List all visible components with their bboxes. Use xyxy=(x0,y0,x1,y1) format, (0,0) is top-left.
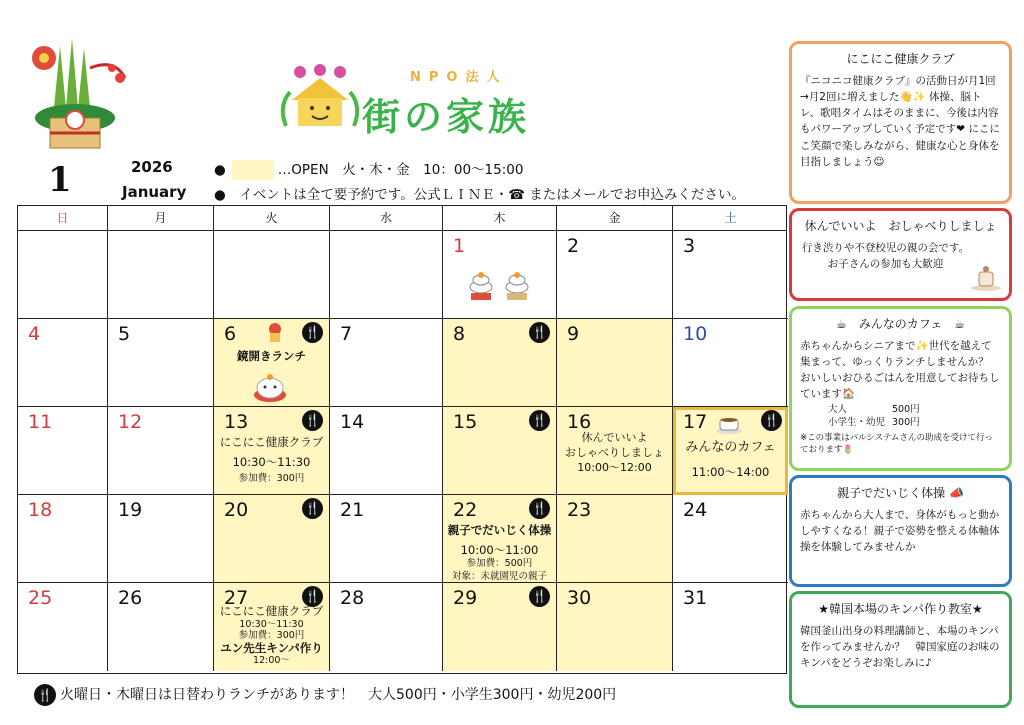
weekday-thu: 木 xyxy=(443,206,557,230)
event-title: にこにこ健康クラブ xyxy=(219,604,324,618)
day-number: 16 xyxy=(567,411,592,433)
day-number: 22 xyxy=(453,499,478,521)
mochi-character-icon xyxy=(250,371,290,403)
org-title: 街の家族 xyxy=(362,94,531,139)
day-cell-empty xyxy=(108,231,214,319)
event-time: 10:00～11:00 xyxy=(460,542,539,557)
day-number: 20 xyxy=(224,499,249,521)
day-number: 13 xyxy=(224,411,249,433)
day-cell-9 xyxy=(557,319,673,407)
day-number: 1 xyxy=(453,235,466,257)
month-number: 1 xyxy=(48,160,72,200)
day-cell-8 xyxy=(443,319,557,407)
event-time: 10:30～11:30 xyxy=(239,618,304,630)
megaphone-icon: 📣 xyxy=(948,486,964,500)
day-cell-2 xyxy=(557,231,673,319)
fork-knife-icon: 🍴 xyxy=(302,410,323,431)
day-cell-28 xyxy=(330,583,443,671)
box-title: 休んでいいよ おしゃべりしましょ xyxy=(804,219,997,233)
event-booking-info: ● イベントは全て要予約です。公式ＬＩＮＥ・☎ またはメールでお申込みください。 xyxy=(214,187,746,203)
open-day-swatch xyxy=(232,160,274,180)
box-title: にこにこ健康クラブ xyxy=(846,52,955,66)
day-cell-3 xyxy=(673,231,788,319)
day-number: 5 xyxy=(118,323,131,345)
fork-knife-icon: 🍴 xyxy=(529,322,550,343)
day-cell-29 xyxy=(443,583,557,671)
box-title: 親子でだいじく体操 xyxy=(837,486,946,500)
day-cell-19 xyxy=(108,495,214,583)
box-text: 赤ちゃんから大人まで、身体がもっと動かしやすくなる！親子で姿勢を整える体軸体操を体験してみませんか xyxy=(800,508,1000,554)
day-cell-31 xyxy=(673,583,788,671)
event-time: 10:30～11:30 xyxy=(232,454,311,469)
day-cell-15 xyxy=(443,407,557,495)
weekday-mon: 月 xyxy=(108,206,214,230)
fork-knife-icon: 🍴 xyxy=(529,410,550,431)
coffee-cup-icon: ☕ xyxy=(836,317,847,331)
day-number: 27 xyxy=(224,587,249,609)
day-number: 2 xyxy=(567,235,580,257)
day-cell-empty xyxy=(18,231,108,319)
event-title: にこにこ健康クラブ xyxy=(219,435,324,449)
event-time: 11:00～14:00 xyxy=(691,464,770,479)
footer-lunch-info xyxy=(34,684,616,706)
day-number: 4 xyxy=(28,323,41,345)
weekday-sun: 日 xyxy=(18,206,108,230)
day-cell-27 xyxy=(214,583,330,671)
weekday-sat: 土 xyxy=(724,211,737,225)
open-hours-text: …OPEN 火・木・金 10：00～15:00 xyxy=(277,162,524,178)
box-text: 赤ちゃんからシニアまで✨世代を越えて集まって、ゆっくりランチしませんか？ おいしいおひるごはんを用意してお待ちしています🏠 xyxy=(800,339,1000,401)
day-number: 19 xyxy=(118,499,143,521)
day-cell-21 xyxy=(330,495,443,583)
event-title: 親子でだいじく体操 xyxy=(447,523,552,537)
fork-knife-icon: 🍴 xyxy=(302,498,323,519)
event-title-2: ユン先生キンパ作り xyxy=(220,640,323,655)
info-box-parents-talk xyxy=(789,208,1012,301)
box-text: 行き渋りや不登校児の親の会です。お子さんの参加も大歓迎 xyxy=(801,241,970,270)
calendar-grid xyxy=(17,205,787,674)
fork-knife-icon: 🍴 xyxy=(302,322,323,343)
fork-knife-icon: 🍴 xyxy=(529,498,550,519)
weekday-fri: 金 xyxy=(557,206,673,230)
day-cell-5 xyxy=(108,319,214,407)
calendar-body xyxy=(18,231,786,671)
bouquet-icon xyxy=(264,321,286,343)
price-label: 小学生・幼児 xyxy=(828,416,886,428)
event-booking-text: イベントは全て要予約です。公式ＬＩＮＥ・☎ またはメールでお申込みください。 xyxy=(239,187,746,203)
footer-text: 火曜日・木曜日は日替わりランチがあります！ 大人500円・小学生300円・幼児200円 xyxy=(60,687,617,703)
day-cell-25 xyxy=(18,583,108,671)
day-number: 29 xyxy=(453,587,478,609)
day-number: 15 xyxy=(453,411,478,433)
weekday-header xyxy=(18,206,786,231)
day-number: 12 xyxy=(118,411,143,433)
info-box-cafe xyxy=(789,306,1012,471)
event-fee: 参加費：500円 xyxy=(466,558,533,570)
day-cell-4 xyxy=(18,319,108,407)
day-number: 26 xyxy=(118,587,143,609)
org-subtitle: NPO法人 xyxy=(410,70,508,85)
day-cell-7 xyxy=(330,319,443,407)
info-box-health-club xyxy=(789,41,1012,204)
weekday-wed: 水 xyxy=(330,206,443,230)
day-cell-18 xyxy=(18,495,108,583)
day-cell-12 xyxy=(108,407,214,495)
fork-knife-icon: 🍴 xyxy=(302,586,323,607)
box-title: ★韓国本場のキンパ作り教室★ xyxy=(818,602,983,616)
day-number: 24 xyxy=(683,499,708,521)
day-cell-23 xyxy=(557,495,673,583)
box-title: みんなのカフェ xyxy=(858,317,943,331)
event-time-2: 12:00～ xyxy=(253,655,290,667)
day-number: 10 xyxy=(683,323,708,345)
box-note: ※この事業はパルシステムさんの助成を受けて行っております🌷 xyxy=(800,433,994,456)
event-title: 鏡開きランチ xyxy=(237,349,306,363)
day-number: 14 xyxy=(340,411,365,433)
price-label: 大人 xyxy=(828,403,848,415)
day-number: 17 xyxy=(683,411,708,433)
day-cell-10 xyxy=(673,319,788,407)
day-number: 28 xyxy=(340,587,365,609)
day-number: 6 xyxy=(224,323,237,345)
day-cell-22 xyxy=(443,495,557,583)
coffee-cup-icon: ☕ xyxy=(954,317,965,331)
kadomatsu-illustration xyxy=(20,38,130,156)
day-cell-17 xyxy=(673,407,788,495)
day-number: 31 xyxy=(683,587,708,609)
day-cell-1 xyxy=(443,231,557,319)
day-number: 3 xyxy=(683,235,696,257)
day-cell-16 xyxy=(557,407,673,495)
open-hours-info: ● …OPEN 火・木・金 10：00～15:00 xyxy=(214,162,524,178)
day-cell-empty xyxy=(330,231,443,319)
tea-set-icon xyxy=(969,262,1003,292)
day-number: 9 xyxy=(567,323,580,345)
info-box-kimbap xyxy=(789,591,1012,708)
day-number: 11 xyxy=(28,411,53,433)
fork-knife-icon: 🍴 xyxy=(761,410,782,431)
day-number: 25 xyxy=(28,587,53,609)
box-text: 『ニコニコ健康クラブ』の活動日が月1回→月2回に増えました👋✨ 体操、脳トレ、歌唱タイムはそのままに、今後は内容もパワーアップしていく予定です❤ にこにこ笑顔で楽しみながら、健康な心と身体を目指しましょう☺ xyxy=(800,74,1000,168)
event-title-line2: おしゃべりしましょ xyxy=(565,445,664,459)
price-value: 500円 xyxy=(892,403,920,415)
kagami-mochi-icon xyxy=(465,267,535,303)
day-number: 23 xyxy=(567,499,592,521)
day-number: 18 xyxy=(28,499,53,521)
event-fee: 参加費：300円 xyxy=(238,630,305,642)
day-number: 30 xyxy=(567,587,592,609)
day-cell-26 xyxy=(108,583,214,671)
day-cell-20 xyxy=(214,495,330,583)
day-cell-30 xyxy=(557,583,673,671)
coffee-cup-icon xyxy=(715,415,747,435)
event-fee: 参加費：300円 xyxy=(238,473,305,485)
price-value: 300円 xyxy=(892,416,920,428)
weekday-tue: 火 xyxy=(214,206,330,230)
info-box-exercise xyxy=(789,475,1012,587)
day-cell-empty xyxy=(214,231,330,319)
fork-knife-icon: 🍴 xyxy=(34,684,56,706)
day-cell-13 xyxy=(214,407,330,495)
logo-house-icon xyxy=(278,64,362,132)
event-title-line1: 休んでいいよ xyxy=(581,431,648,444)
year-label: 2026 xyxy=(131,158,173,176)
event-target: 対象：未就園児の親子 xyxy=(451,570,547,582)
day-number: 7 xyxy=(340,323,353,345)
event-title: みんなのカフェ xyxy=(685,440,776,455)
day-cell-6 xyxy=(214,319,330,407)
day-cell-24 xyxy=(673,495,788,583)
day-number: 21 xyxy=(340,499,365,521)
event-time: 10:00～12:00 xyxy=(577,460,652,474)
day-number: 8 xyxy=(453,323,466,345)
day-cell-11 xyxy=(18,407,108,495)
fork-knife-icon: 🍴 xyxy=(529,586,550,607)
month-english: January xyxy=(122,183,187,201)
day-cell-14 xyxy=(330,407,443,495)
box-text: 韓国釜山出身の料理講師と、本場のキンパを作ってみませんか？ 韓国家庭のお味のキンパをどうぞお楽しみに♪ xyxy=(800,624,1000,670)
